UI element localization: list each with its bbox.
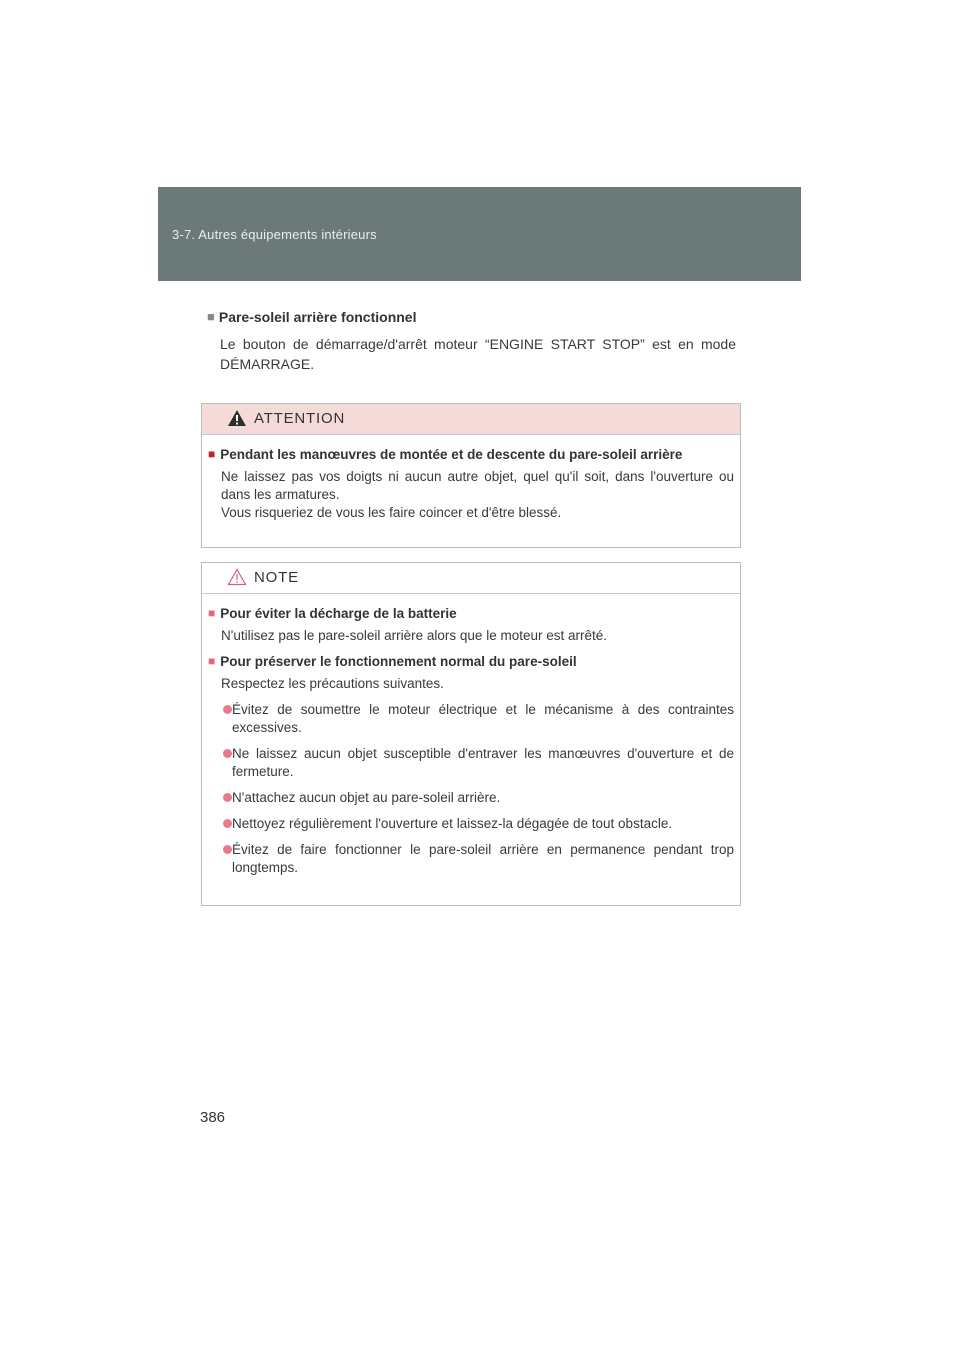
list-item <box>208 815 734 833</box>
chapter-title: 3-7. Autres équipements intérieurs <box>172 227 377 242</box>
bullet-text: Nettoyez régulièrement l'ouverture et laissez-la dégagée de tout obstacle. <box>232 816 673 831</box>
note-item-text: Respectez les précautions suivantes. <box>221 676 444 691</box>
section-heading <box>207 309 747 325</box>
warning-triangle-outline-icon <box>227 568 247 591</box>
note-item-heading-text: Pour éviter la décharge de la batterie <box>220 606 457 621</box>
attention-item-heading <box>208 447 734 462</box>
page-number: 386 <box>200 1109 226 1126</box>
square-bullet-icon: ■ <box>208 654 216 668</box>
note-item-heading <box>208 606 734 621</box>
attention-box <box>201 403 741 548</box>
note-item-heading-text: Pour préserver le fonctionnement normal du pare-soleil <box>220 654 577 669</box>
attention-line: Ne laissez pas vos doigts ni aucun autre objet, quel qu'il soit, dans l'ouverture ou dans les armatures. <box>221 469 734 502</box>
square-bullet-icon: ■ <box>208 606 216 620</box>
bullet-text: Évitez de faire fonctionner le pare-soleil arrière en permanence pendant trop longtemps. <box>232 842 734 875</box>
warning-triangle-icon <box>227 409 247 432</box>
note-item-heading <box>208 654 734 669</box>
square-bullet-icon: ■ <box>207 309 215 324</box>
attention-content <box>202 435 740 522</box>
bullet-dot-icon <box>223 705 232 714</box>
note-header <box>202 563 740 594</box>
note-label: NOTE <box>254 569 299 586</box>
bullet-dot-icon <box>223 819 232 828</box>
bullet-dot-icon <box>223 793 232 802</box>
bullet-dot-icon <box>223 845 232 854</box>
bullet-text: N'attachez aucun objet au pare-soleil arrière. <box>232 790 501 805</box>
note-item-text: N'utilisez pas le pare-soleil arrière alors que le moteur est arrêté. <box>221 628 607 643</box>
attention-header <box>202 404 740 435</box>
list-item <box>208 789 734 807</box>
note-content <box>202 594 740 877</box>
note-box <box>201 562 741 906</box>
attention-line: Vous risqueriez de vous les faire coincer et d'être blessé. <box>221 505 562 520</box>
chapter-header-band <box>158 187 801 281</box>
section-body: Le bouton de démarrage/d'arrêt moteur “ENGINE START STOP” est en mode DÉMARRAGE. <box>220 336 736 372</box>
attention-label: ATTENTION <box>254 410 346 427</box>
list-item <box>208 701 734 737</box>
bullet-dot-icon <box>223 749 232 758</box>
attention-item-text <box>221 468 734 522</box>
section-heading-text: Pare-soleil arrière fonctionnel <box>218 309 417 325</box>
bullet-text: Ne laissez aucun objet susceptible d'entraver les manœuvres d'ouverture et de fermeture. <box>232 746 734 779</box>
square-bullet-icon: ■ <box>208 447 216 461</box>
list-item <box>208 841 734 877</box>
bullet-text: Évitez de soumettre le moteur électrique et le mécanisme à des contraintes excessives. <box>232 702 734 735</box>
attention-item-heading-text: Pendant les manœuvres de montée et de descente du pare-soleil arrière <box>220 447 683 462</box>
list-item <box>208 745 734 781</box>
